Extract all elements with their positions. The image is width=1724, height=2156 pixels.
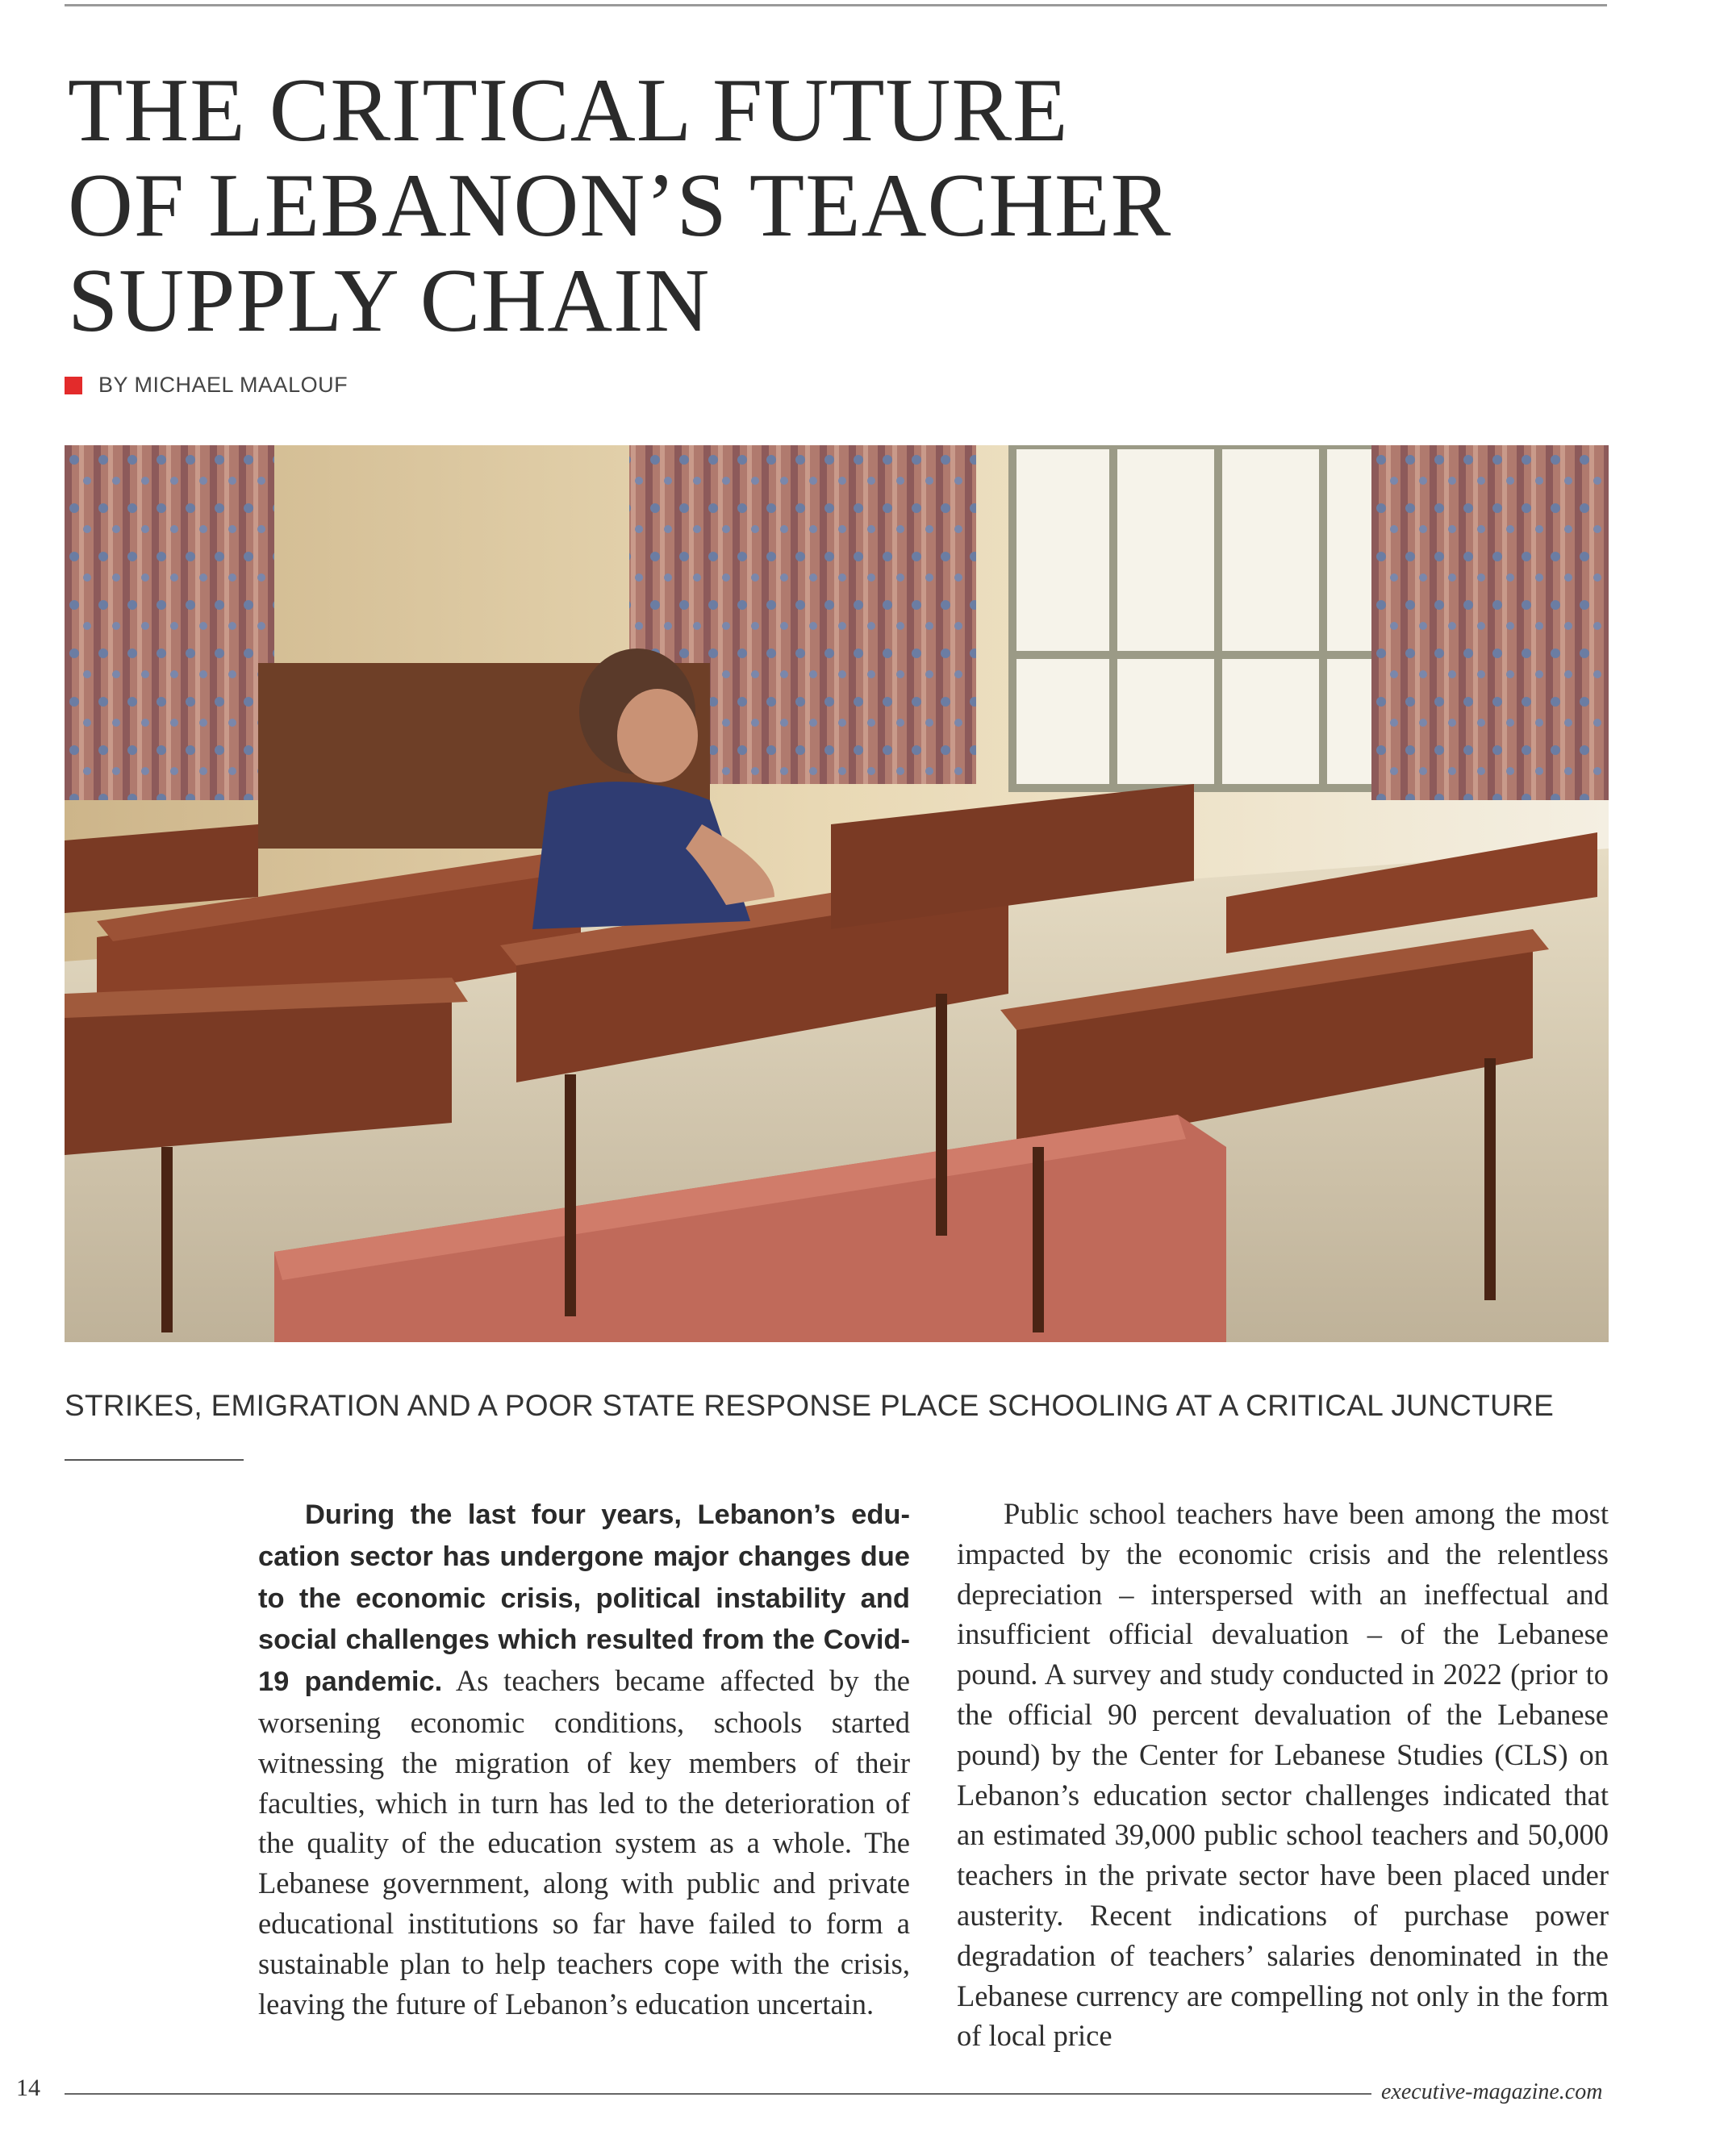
classroom-photo-illustration [65,445,1609,1342]
classroom-photo [65,445,1609,1342]
site-url: executive-magazine.com [1381,2079,1603,2104]
body-paragraph: Public school teachers have been among the most impacted by the economic crisis and the relentless depreciation – interspersed with an ineffectual and insufficient official devaluation – of the Lebanese pound. A survey and study conducted in 2022 (prior to the official 90 percent devaluation of the Lebanese pound) by the Center for Lebanese Studies (CLS) on Lebanon’s education sector challenges indicated that an estimated 39,000 public school teachers and 50,000 teachers in the private sector have been placed under austerity. Recent indications of purchase power degradation of teachers’ salaries denominated in the Lebanese currency are compelling not only in the form of local price [957,1497,1609,2053]
title-line-1: THE CRITICAL FUTURE [68,60,1069,161]
deck-divider [65,1459,244,1461]
lead-in-text: During the last four years, Lebanon’s education sector has undergone major changes due to the economic crisis, political instability and social challenges which resulted from the Covid-19 pandemic. [258,1499,910,1698]
article-title [68,60,1601,351]
title-line-3: SUPPLY CHAIN [68,251,711,351]
article-deck: STRIKES, EMIGRATION AND A POOR STATE RESPONSE PLACE SCHOOLING AT A CRITICAL JUNCTURE [65,1389,1555,1422]
byline-marker-icon [65,377,82,394]
title-line-2: OF LEBANON’S TEACHER [68,156,1172,256]
article-column-right [957,1494,1609,2056]
top-rule [65,4,1607,6]
intro-paragraph [258,1494,910,2024]
byline [65,373,348,398]
byline-text: BY MICHAEL MAALOUF [98,373,349,397]
intro-body-text: As teachers became affected by the worsening economic conditions, schools started witnessing the migration of key members of their faculties, which in turn has led to the deterioration of the quality of the education system as a whole. The Lebanese government, along with public and private educational institutions so far have failed to form a sustainable plan to help teachers cope with the crisis, leaving the future of Lebanon’s education uncertain. [258,1664,910,2020]
page-number: 14 [16,2075,40,2101]
article-column-left [258,1494,910,2024]
footer-rule [65,2093,1371,2095]
